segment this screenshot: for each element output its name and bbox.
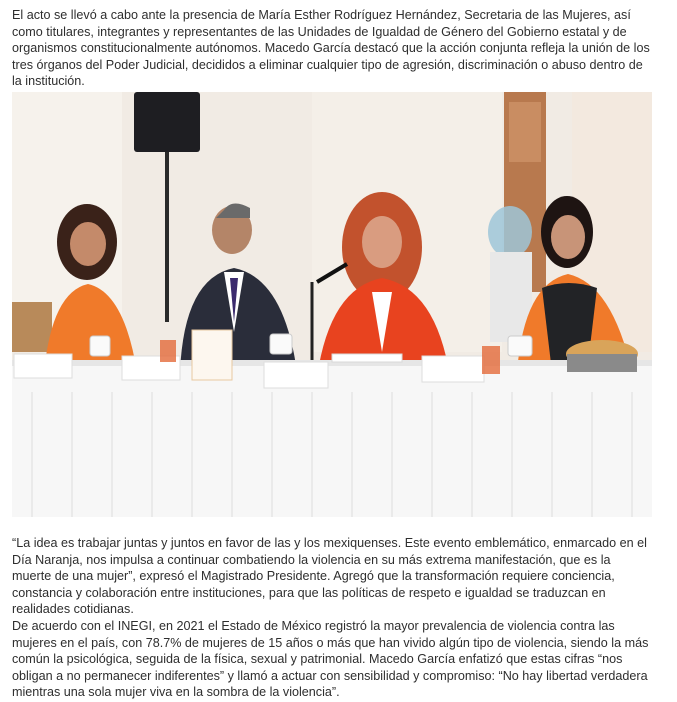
article-paragraph: El acto se llevó a cabo ante la presencia de María Esther Rodríguez Hernández, Secretaria de las Mujeres, así como titulares, integrantes y representantes de las Unidades de Igualdad de Género del Gobierno estatal y de organismos constitucionalmente autónomos. Macedo García destacó que la acción conjunta refleja la unión de los tres órganos del Poder Judicial, decididos a eliminar cualquier tipo de agresión, discriminación o abuso dentro de la institución.: [12, 8, 650, 89]
article-paragraph: “La idea es trabajar juntas y juntos en favor de las y los mexiquenses. Este evento emblemático, enmarcado en el Día Naranja, nos impulsa a continuar combatiendo la violencia en su más extrema manifestación, que es la muerte de una mujer”, expresó el Magistrado Presidente. Agregó que la transformación requiere conciencia, constancia y colaboración entre instituciones, para que las políticas de respeto e igualdad se traduzcan en realidades cotidianas.: [12, 536, 647, 617]
event-photo: [12, 92, 652, 517]
article-paragraph: De acuerdo con el INEGI, en 2021 el Estado de México registró la mayor prevalencia de violencia contra las mujeres en el país, con 78.7% de mujeres de 15 años o más que han vivido algún tipo de violencia, siendo la más común la psicológica, seguida de la física, sexual y patrimonial. Macedo García enfatizó que estas cifras “nos obligan a no permanecer indiferentes” y llamó a actuar con sensibilidad y compromiso: “No hay libertad verdadera mientras una sola mujer viva en la sombra de la violencia”.: [12, 619, 649, 700]
